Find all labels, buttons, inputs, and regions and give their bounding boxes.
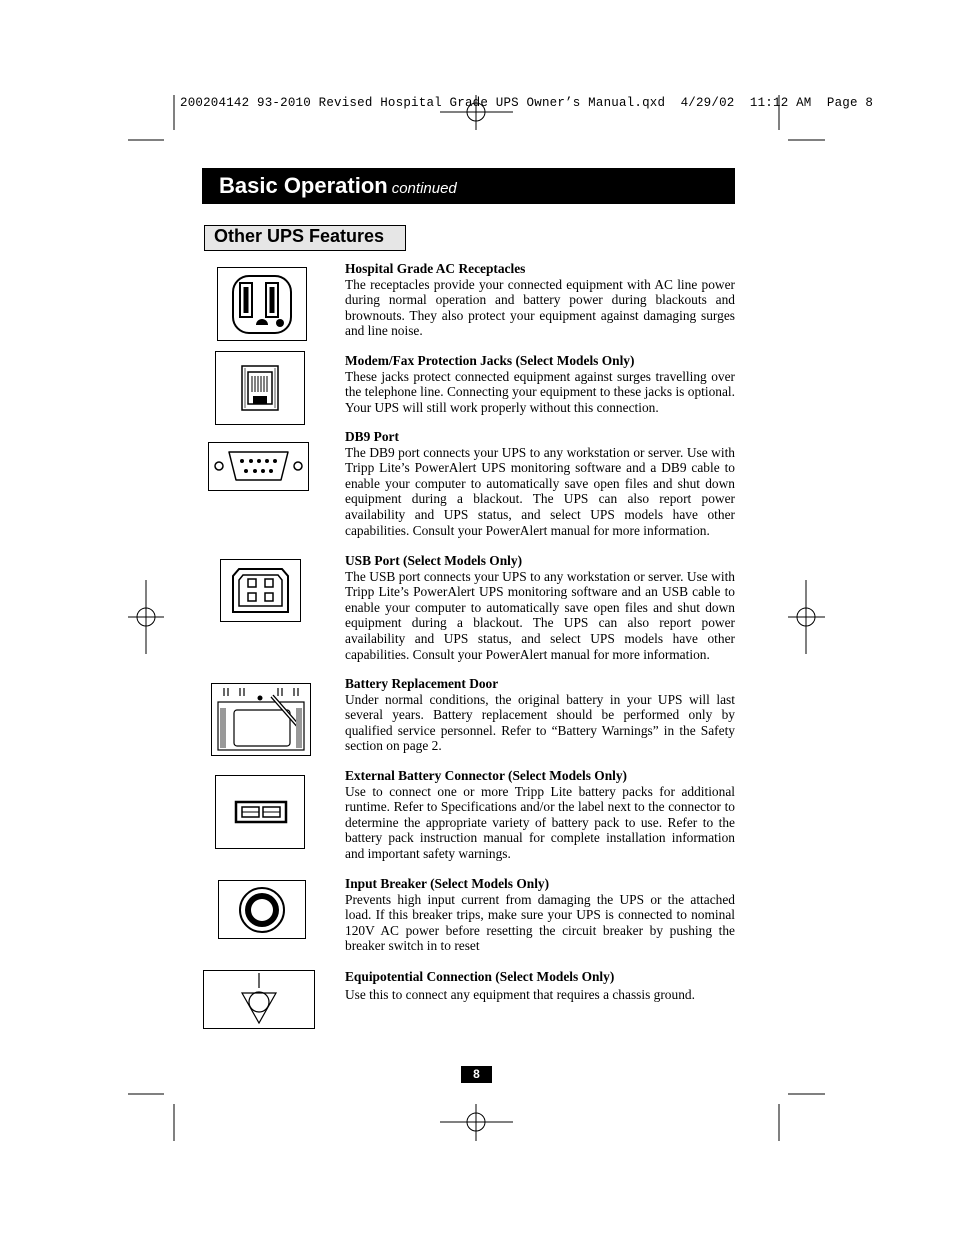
section-title-box	[204, 225, 406, 251]
phone-jack-icon	[215, 351, 305, 425]
db9-port-icon	[208, 442, 309, 491]
usb-port-icon	[220, 559, 301, 622]
feature-title: DB9 Port	[345, 429, 399, 444]
page-number: 8	[461, 1066, 492, 1083]
feature-description: Use this to connect any equipment that requires a chassis ground.	[345, 986, 695, 1002]
feature-entry	[345, 768, 735, 862]
battery-connector-icon	[215, 775, 305, 849]
feature-title: External Battery Connector (Select Models Only)	[345, 768, 628, 783]
feature-entry	[345, 429, 735, 538]
feature-description: Use to connect one or more Tripp Lite battery packs for additional runtime. Refer to Specifications and/or the label next to the connector to determine the appropriate variety of battery pack to use. Refer to the battery pack instruction manual for complete installation information and important safety warnings.	[345, 783, 735, 861]
feature-title: Hospital Grade AC Receptacles	[345, 261, 526, 276]
feature-title: Battery Replacement Door	[345, 676, 499, 691]
feature-description: The receptacles provide your connected equipment with AC line power during normal operation and battery power during blackouts and brownouts. They also protect your equipment against damaging surges and line noise.	[345, 276, 735, 339]
feature-description: Under normal conditions, the original battery in your UPS will last several years. Battery replacement should be performed only by qualified service personnel. Refer to “Battery Warnings” in the Safety section on page 2.	[345, 691, 735, 754]
feature-entry	[345, 676, 735, 754]
feature-entry	[345, 969, 735, 1002]
feature-title: Equipotential Connection (Select Models Only)	[345, 969, 615, 984]
feature-entry	[345, 876, 735, 954]
feature-description: These jacks protect connected equipment against surges travelling over the telephone line. Connecting your equipment to these jacks is optional. Your UPS will still work properly without this connection.	[345, 368, 735, 415]
feature-entry	[345, 261, 735, 339]
input-breaker-icon	[218, 880, 306, 939]
feature-description: Prevents high input current from damaging the UPS or the attached load. If this breaker trips, make sure your UPS is connected to nominal 120V AC power before resetting the circuit breaker by pushing the breaker switch in to reset	[345, 891, 735, 954]
battery-door-icon	[211, 683, 311, 756]
feature-description: The USB port connects your UPS to any workstation or server. Use with Tripp Lite’s PowerAlert UPS monitoring software and an USB cable to enable your computer to automatically save open files and shut down equipment during a blackout. The UPS can also report power availability and UPS status, and select UPS models have other capabilities. Consult your PowerAlert manual for more information.	[345, 568, 735, 662]
page-title	[219, 173, 457, 199]
ac-outlet-icon	[217, 267, 307, 341]
file-slug-line: 200204142 93-2010 Revised Hospital Grade UPS Owner’s Manual.qxd 4/29/02 11:12 AM Page 8	[180, 96, 874, 110]
equipotential-ground-icon	[203, 970, 315, 1029]
feature-entry	[345, 353, 735, 415]
feature-title: USB Port (Select Models Only)	[345, 553, 523, 568]
section-header-bar	[202, 168, 735, 204]
feature-title: Modem/Fax Protection Jacks (Select Models Only)	[345, 353, 635, 368]
feature-description: The DB9 port connects your UPS to any workstation or server. Use with Tripp Lite’s PowerAlert UPS monitoring software and a DB9 cable to enable your computer to automatically save open files and shut down equipment during a blackout. The UPS can also report power availability and UPS status, and select UPS models have other capabilities. Consult your PowerAlert manual for more information.	[345, 444, 735, 538]
feature-entry	[345, 553, 735, 662]
feature-title: Input Breaker (Select Models Only)	[345, 876, 550, 891]
page-subtitle: continued	[391, 180, 457, 197]
section-title: Other UPS Features	[214, 226, 385, 246]
page-title-text: Basic Operation	[219, 173, 388, 198]
